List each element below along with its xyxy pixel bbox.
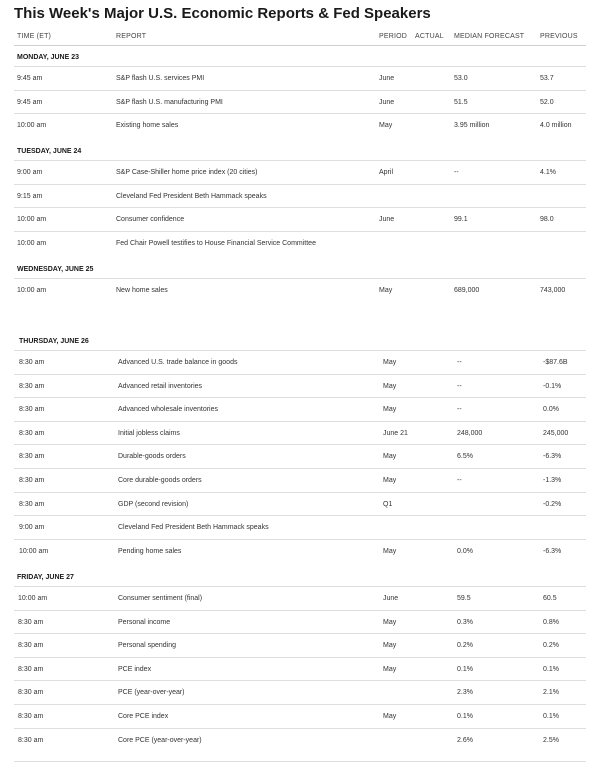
cell-report: Personal spending: [118, 642, 176, 650]
table-row: [14, 350, 586, 373]
cell-report: Advanced retail inventories: [118, 382, 203, 390]
cell-period: June: [379, 98, 395, 106]
cell-report: Cleveland Fed President Beth Hammack speaks: [116, 192, 267, 200]
cell-report: Core PCE (year-over-year): [118, 736, 202, 744]
cell-period: April: [379, 169, 394, 176]
page-title: This Week's Major U.S. Economic Reports & Fed Speakers: [14, 5, 431, 22]
day-heading: MONDAY, JUNE 23: [17, 54, 79, 61]
table-row: [14, 586, 586, 609]
cell-previous: 4.0 million: [540, 122, 572, 130]
row-divider: [14, 113, 586, 114]
cell-previous: 53.7: [540, 75, 554, 82]
cell-report: PCE index: [118, 665, 152, 673]
cell-period: May: [383, 382, 397, 390]
cell-time: 10:00 am: [17, 122, 47, 130]
cell-time: 8:30 am: [19, 500, 45, 508]
cell-previous: 0.1%: [543, 713, 559, 720]
cell-time: 10:00 am: [17, 216, 47, 224]
row-divider: [14, 90, 586, 91]
cell-report: Advanced U.S. trade balance in goods: [118, 359, 238, 366]
cell-forecast: 2.3%: [457, 689, 473, 697]
cell-report: Consumer confidence: [116, 216, 185, 224]
row-divider: [14, 539, 586, 540]
cell-forecast: 0.2%: [457, 642, 473, 650]
table-row: [14, 444, 586, 467]
cell-previous: 2.5%: [543, 736, 559, 744]
cell-report: New home sales: [116, 287, 168, 294]
cell-report: Personal income: [118, 618, 171, 626]
row-divider: [14, 66, 586, 67]
cell-previous: -1.3%: [543, 477, 562, 484]
cell-report: S&P flash U.S. manufacturing PMI: [116, 98, 223, 106]
row-divider: [14, 761, 586, 762]
cell-report: S&P Case-Shiller home price index (20 cities): [116, 169, 258, 176]
row-divider: [14, 397, 586, 398]
day-heading: THURSDAY, JUNE 26: [19, 338, 89, 345]
table-row: [14, 184, 586, 207]
cell-previous: 4.1%: [540, 169, 556, 176]
row-divider: [14, 421, 586, 422]
header-divider: [14, 45, 586, 46]
row-divider: [14, 444, 586, 445]
cell-previous: 0.0%: [543, 406, 559, 414]
cell-report: Consumer sentiment (final): [118, 595, 203, 602]
cell-time: 8:30 am: [19, 453, 45, 461]
table-row: [14, 633, 586, 656]
cell-previous: 0.8%: [543, 618, 559, 626]
cell-time: 10:00 am: [19, 547, 49, 555]
cell-time: 10:00 am: [17, 239, 47, 247]
row-divider: [14, 492, 586, 493]
cell-time: 8:30 am: [19, 359, 45, 366]
day-heading: TUESDAY, JUNE 24: [17, 148, 82, 155]
cell-forecast: 689,000: [454, 287, 480, 294]
cell-time: 10:00 am: [17, 287, 47, 294]
cell-time: 8:30 am: [19, 382, 45, 390]
column-header-report: REPORT: [116, 33, 147, 40]
cell-report: Core PCE index: [118, 713, 169, 720]
row-divider: [14, 728, 586, 729]
cell-time: 8:30 am: [18, 713, 44, 720]
cell-forecast: 59.5: [457, 595, 471, 602]
cell-period: June: [383, 595, 399, 602]
row-divider: [14, 586, 586, 587]
day-heading: WEDNESDAY, JUNE 25: [17, 266, 94, 273]
cell-period: May: [383, 359, 397, 366]
table-row: [14, 539, 586, 562]
table-row: [14, 657, 586, 680]
cell-time: 8:30 am: [18, 618, 44, 626]
table-row: [14, 704, 586, 727]
table-row: [14, 90, 586, 113]
table-row: [14, 421, 586, 444]
cell-forecast: 3.95 million: [454, 122, 490, 130]
cell-forecast: 6.5%: [457, 453, 473, 461]
column-header-forecast: MEDIAN FORECAST: [454, 33, 525, 40]
table-row: [14, 160, 586, 183]
cell-time: 9:00 am: [19, 524, 45, 532]
cell-previous: 60.5: [543, 595, 557, 602]
cell-previous: 98.0: [540, 216, 554, 224]
cell-previous: 52.0: [540, 98, 554, 106]
cell-time: 9:15 am: [17, 192, 43, 200]
cell-period: June: [379, 75, 395, 82]
cell-time: 8:30 am: [19, 429, 45, 437]
cell-time: 9:45 am: [17, 75, 43, 82]
column-header-previous: PREVIOUS: [540, 33, 578, 40]
table-row: [14, 66, 586, 89]
day-heading: FRIDAY, JUNE 27: [17, 574, 74, 581]
cell-forecast: 0.3%: [457, 618, 473, 626]
table-row: [14, 278, 586, 301]
row-divider: [14, 207, 586, 208]
column-header-period: PERIOD: [379, 33, 408, 40]
cell-previous: 743,000: [540, 287, 566, 294]
cell-forecast: 0.0%: [457, 547, 473, 555]
cell-time: 9:45 am: [17, 98, 43, 106]
cell-period: May: [383, 665, 397, 673]
row-divider: [14, 515, 586, 516]
cell-report: Initial jobless claims: [118, 429, 180, 437]
cell-report: Cleveland Fed President Beth Hammack speaks: [118, 524, 269, 532]
row-divider: [14, 374, 586, 375]
cell-forecast: 248,000: [457, 429, 483, 437]
cell-previous: -6.3%: [543, 453, 562, 461]
cell-time: 8:30 am: [18, 665, 44, 673]
cell-forecast: --: [457, 359, 462, 366]
row-divider: [14, 231, 586, 232]
cell-previous: -$87.6B: [543, 359, 568, 366]
cell-forecast: 53.0: [454, 75, 468, 82]
cell-time: 9:00 am: [17, 169, 43, 176]
table-row: [14, 113, 586, 136]
row-divider: [14, 160, 586, 161]
table-row: [14, 728, 586, 751]
cell-period: June: [379, 216, 395, 224]
cell-time: 8:30 am: [18, 642, 44, 650]
cell-previous: -6.3%: [543, 547, 562, 555]
cell-period: May: [383, 453, 397, 461]
row-divider: [14, 184, 586, 185]
cell-forecast: --: [457, 477, 462, 484]
cell-previous: -0.1%: [543, 382, 562, 390]
cell-forecast: 51.5: [454, 98, 468, 106]
cell-period: May: [383, 547, 397, 555]
table-row: [14, 515, 586, 538]
cell-time: 8:30 am: [19, 477, 45, 484]
table-row: [14, 397, 586, 420]
row-divider: [14, 278, 586, 279]
row-divider: [14, 468, 586, 469]
table-bottom-divider: [14, 761, 586, 762]
cell-forecast: 0.1%: [457, 713, 473, 720]
cell-forecast: 2.6%: [457, 736, 473, 744]
cell-report: S&P flash U.S. services PMI: [116, 75, 205, 82]
cell-report: GDP (second revision): [118, 500, 189, 508]
cell-previous: 0.2%: [543, 642, 559, 650]
column-header-time: TIME (ET): [17, 33, 52, 40]
table-row: [14, 610, 586, 633]
cell-period: May: [383, 477, 397, 484]
cell-period: May: [383, 642, 397, 650]
cell-time: 8:30 am: [18, 736, 44, 744]
cell-forecast: --: [457, 406, 462, 414]
cell-report: PCE (year-over-year): [118, 689, 185, 697]
table-row: [14, 207, 586, 230]
row-divider: [14, 350, 586, 351]
row-divider: [14, 610, 586, 611]
table-row: [14, 680, 586, 703]
cell-forecast: 0.1%: [457, 665, 473, 673]
row-divider: [14, 633, 586, 634]
cell-report: Durable-goods orders: [118, 453, 186, 461]
cell-report: Pending home sales: [118, 547, 182, 555]
cell-previous: 245,000: [543, 429, 569, 437]
row-divider: [14, 657, 586, 658]
cell-time: 10:00 am: [18, 595, 48, 602]
cell-report: Advanced wholesale inventories: [118, 406, 219, 414]
cell-period: May: [379, 287, 393, 294]
cell-period: Q1: [383, 500, 393, 508]
cell-report: Existing home sales: [116, 122, 179, 130]
cell-previous: 2.1%: [543, 689, 559, 697]
table-row: [14, 231, 586, 254]
cell-previous: -0.2%: [543, 500, 562, 508]
cell-report: Core durable-goods orders: [118, 477, 202, 484]
cell-period: May: [383, 713, 397, 720]
cell-period: May: [383, 618, 397, 626]
cell-previous: 0.1%: [543, 665, 559, 673]
table-row: [14, 492, 586, 515]
cell-forecast: --: [454, 169, 459, 176]
cell-forecast: 99.1: [454, 216, 468, 224]
cell-period: May: [383, 406, 397, 414]
table-row: [14, 468, 586, 491]
cell-period: June 21: [383, 429, 408, 437]
column-header-actual: ACTUAL: [415, 33, 444, 40]
table-row: [14, 374, 586, 397]
row-divider: [14, 704, 586, 705]
cell-time: 8:30 am: [19, 406, 45, 414]
cell-report: Fed Chair Powell testifies to House Financial Service Committee: [116, 239, 316, 247]
cell-forecast: --: [457, 382, 462, 390]
cell-period: May: [379, 122, 393, 130]
cell-time: 8:30 am: [18, 689, 44, 697]
row-divider: [14, 680, 586, 681]
